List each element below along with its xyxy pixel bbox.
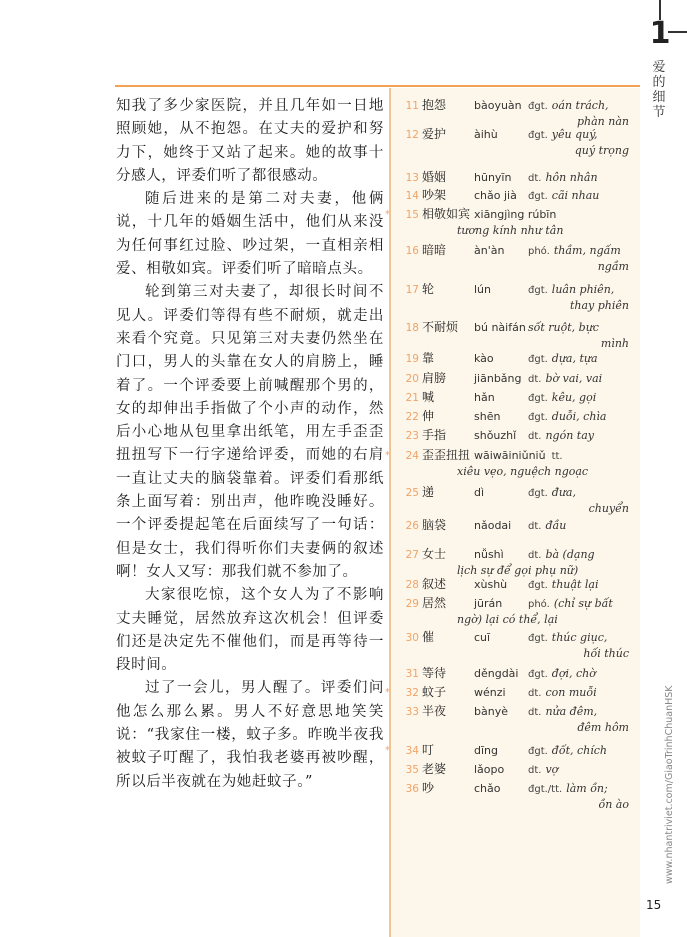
vocab-pinyin: bú nàifán: [474, 321, 526, 334]
vocab-number: [397, 352, 419, 367]
vocab-number: [397, 667, 419, 682]
vocab-entry-line: [385, 448, 637, 464]
vocab-pinyin: chǎo jià: [474, 189, 517, 202]
vocab-number-text: 36: [405, 783, 419, 795]
vocab-pinyin: xiāngjìng rúbīn: [474, 208, 557, 221]
vocab-pinyin: dì: [474, 486, 485, 499]
vocab-word: 暗暗: [422, 243, 447, 257]
vocab-entry: [397, 371, 637, 387]
vocab-number-text: 23: [405, 430, 419, 442]
star-icon: *: [385, 745, 390, 756]
vocab-word: 手指: [422, 428, 447, 442]
vocab-number-text: 13: [405, 172, 419, 184]
vocab-word: 催: [422, 630, 435, 644]
vocab-pinyin: jūrán: [474, 597, 503, 610]
vocab-meaning: sốt ruột, bực: [528, 321, 599, 334]
vocab-word: 居然: [422, 596, 447, 610]
reading-paragraph: 过了一会儿，男人醒了。评委们问他怎么那么累。男人不好意思地笑笑说：“我家住一楼，蚊子多。昨晚半夜我被蚊子叮醒了，我怕我老婆再被吵醒，所以后半夜就在为她赶蚊子。”: [116, 680, 384, 790]
vocab-part-of-speech: dt.: [528, 374, 542, 385]
vocab-meaning-continued: xiêu vẹo, nguệch ngoạc: [457, 465, 589, 478]
vocab-entry: [397, 518, 637, 534]
vocab-number-text: 15: [405, 209, 419, 221]
vocab-number-text: 24: [405, 450, 419, 462]
vocab-pinyin: shēn: [474, 410, 501, 423]
vocab-number: [385, 686, 419, 701]
vocab-entry-line: [397, 518, 637, 534]
vocab-meaning: (chỉ sự bất: [553, 597, 613, 610]
vocab-part-of-speech: đgt.: [528, 633, 548, 644]
vocab-part-of-speech: đgt.: [528, 285, 548, 296]
vocab-meaning: con muỗi: [545, 686, 597, 699]
vocab-entry: [397, 390, 637, 406]
vocab-part-of-speech: đgt./tt.: [528, 784, 563, 795]
vocab-meaning: nửa đêm,: [545, 705, 598, 718]
vocab-part-of-speech: phó.: [528, 599, 550, 610]
vocab-entry-line: [397, 596, 637, 612]
vocab-number-text: 14: [405, 190, 419, 202]
vocab-word: 女士: [422, 547, 447, 561]
vocab-meaning: thầm, ngấm: [553, 244, 621, 257]
vocab-number: [397, 410, 419, 425]
vocab-meaning-continued: ồn ào: [598, 798, 629, 811]
vocab-entry-line: [397, 666, 637, 682]
vocab-number: [397, 171, 419, 186]
vocab-number-text: 20: [405, 373, 419, 385]
vocab-number: [397, 321, 419, 336]
vocab-meaning: làm ồn;: [566, 782, 608, 795]
vocab-entry-line: [397, 547, 637, 563]
vocab-number-text: 32: [405, 687, 419, 699]
vocab-meaning: yêu quý,: [551, 128, 598, 141]
vocab-entry-line: [397, 243, 637, 259]
vocab-word: 递: [422, 485, 435, 499]
vocab-number: [397, 631, 419, 646]
vocab-part-of-speech: đgt.: [528, 746, 548, 757]
vocab-meaning: luân phiên,: [551, 283, 615, 296]
vocab-number: [397, 548, 419, 563]
vocab-word: 伸: [422, 409, 435, 423]
vocab-entry-line: [397, 282, 637, 298]
vocab-part-of-speech: đgt.: [528, 488, 548, 499]
vocab-meaning-continued: ngầm: [597, 260, 629, 273]
vocab-part-of-speech: dt.: [528, 550, 542, 561]
vocab-word: 叙述: [422, 577, 447, 591]
vocab-pinyin: shǒuzhǐ: [474, 429, 517, 442]
vocab-number: [397, 763, 419, 778]
vocab-entry: [397, 282, 637, 313]
vocab-entry-line: [397, 320, 637, 336]
vocab-word: 老婆: [422, 762, 447, 776]
vocab-word: 脑袋: [422, 518, 447, 532]
vocab-part-of-speech: đgt.: [528, 669, 548, 680]
vocab-pinyin: bànyè: [474, 705, 508, 718]
vocab-number-text: 11: [405, 100, 419, 112]
vocab-part-of-speech: dt.: [528, 521, 542, 532]
vocab-number-text: 17: [405, 284, 419, 296]
vocab-part-of-speech: đgt.: [528, 101, 548, 112]
vocab-meaning: thúc giục,: [551, 631, 608, 644]
chapter-title: 爱的细节: [652, 60, 666, 120]
vocab-pinyin: chǎo: [474, 782, 501, 795]
vocab-pinyin: xùshù: [474, 578, 508, 591]
vocab-word: 婚姻: [422, 170, 447, 184]
vocab-entry: [397, 409, 637, 425]
vocab-part-of-speech: đgt.: [528, 580, 548, 591]
vocab-meaning: dựa, tựa: [551, 352, 598, 365]
vocab-word: 肩膀: [422, 371, 447, 385]
header-rule: [115, 85, 640, 87]
vocab-entry: [397, 188, 637, 204]
vocab-meaning: đưa,: [551, 486, 576, 499]
vocab-number-text: 26: [405, 520, 419, 532]
vocab-entry-line: [397, 188, 637, 204]
vocab-meaning-continued: hối thúc: [583, 647, 629, 660]
vocab-word: 等待: [422, 666, 447, 680]
reading-text: [116, 95, 384, 794]
vocab-pinyin: wénzi: [474, 686, 506, 699]
vocab-entry: [397, 704, 637, 735]
vocab-word: 轮: [422, 282, 435, 296]
vocab-part-of-speech: đgt.: [528, 412, 548, 423]
reading-paragraph: 随后进来的是第二对夫妻，他俩说，十几年的婚姻生活中，他们从来没为任何事红过脸、吵过架，一直相亲相爱、相敬如宾。评委们听了暗暗点头。: [116, 191, 384, 278]
vocab-entry: [397, 485, 637, 516]
vocab-meaning: đầu: [545, 519, 567, 532]
vocab-number-text: 29: [405, 598, 419, 610]
vocab-number: [397, 189, 419, 204]
vocab-pinyin: cuī: [474, 631, 491, 644]
vocab-number-text: 31: [405, 668, 419, 680]
vocab-meaning: oán trách,: [551, 99, 609, 112]
vocab-entry: [397, 630, 637, 661]
publisher-url: www.nhantriviet.com/GiaoTrinhChuanHSK: [664, 685, 675, 884]
vocab-number-text: 19: [405, 353, 419, 365]
vocab-meaning: bà (dạng: [545, 548, 595, 561]
vocab-entry-line: [385, 743, 637, 759]
vocab-entry: [385, 685, 637, 701]
vocab-meaning-continued: thay phiên: [569, 299, 629, 312]
vocab-entry: [397, 320, 637, 351]
reading-paragraph: 知我了多少家医院，并且几年如一日地照顾她，从不抱怨。在丈夫的爱护和努力下，她终于又站了起来。她的故事十分感人，评委们听了都很感动。: [116, 98, 384, 184]
vocab-number-text: 27: [405, 549, 419, 561]
vocab-entry-line: [397, 409, 637, 425]
page-number: 15: [646, 898, 662, 912]
vocab-entry: [397, 666, 637, 682]
vocab-pinyin: àihù: [474, 128, 498, 141]
vocab-pinyin: wāiwāiniǔniǔ: [474, 449, 546, 462]
vocab-entry-line: [397, 127, 637, 143]
vocab-entry-line: [397, 630, 637, 646]
vocab-word: 蚊子: [422, 685, 447, 699]
vocab-entry: [397, 577, 637, 593]
vocab-entry-line: [397, 351, 637, 367]
vocab-pinyin: nǎodai: [474, 519, 512, 532]
vocab-meaning: đốt, chích: [551, 744, 607, 757]
vocab-word: 靠: [422, 351, 435, 365]
vocab-word: 喊: [422, 390, 435, 404]
vocab-pinyin: hūnyīn: [474, 171, 512, 184]
vocab-pinyin: děngdài: [474, 667, 519, 680]
vocab-word: 爱护: [422, 127, 447, 141]
vocab-entry: [385, 207, 637, 238]
vocab-number-text: 16: [405, 245, 419, 257]
vocab-entry-line: [385, 685, 637, 701]
vocab-meaning: bờ vai, vai: [545, 372, 603, 385]
vocab-number-text: 22: [405, 411, 419, 423]
vocab-number: [397, 128, 419, 143]
vocab-number: [397, 486, 419, 501]
vocab-word: 半夜: [422, 704, 447, 718]
vocab-part-of-speech: dt.: [528, 707, 542, 718]
vocab-number: [397, 578, 419, 593]
vocab-number-text: 33: [405, 706, 419, 718]
vocab-meaning: ngón tay: [545, 429, 594, 442]
vocab-meaning-continued: đêm hôm: [577, 721, 629, 734]
vocab-number: [397, 372, 419, 387]
vocab-pinyin: àn'àn: [474, 244, 505, 257]
vocab-entry: [397, 781, 637, 812]
vocab-entry-line: [397, 390, 637, 406]
vocab-number: [397, 782, 419, 797]
vocab-entry: [385, 743, 637, 759]
vocab-part-of-speech: đgt.: [528, 191, 548, 202]
star-icon: *: [385, 687, 390, 698]
vocab-number: [385, 744, 419, 759]
vocab-pinyin: lǎopo: [474, 763, 505, 776]
vocab-entry-line: [397, 428, 637, 444]
vocab-part-of-speech: dt.: [528, 173, 542, 184]
star-icon: *: [385, 209, 390, 220]
vocab-number-text: 35: [405, 764, 419, 776]
vocab-entry: [397, 428, 637, 444]
vocab-meaning: kêu, gọi: [551, 391, 597, 404]
vocab-number-text: 21: [405, 392, 419, 404]
vocab-meaning-continued: phàn nàn: [577, 115, 629, 128]
vocab-number-text: 18: [405, 322, 419, 334]
vocab-number-text: 34: [405, 745, 419, 757]
vocab-entry-line: [397, 762, 637, 778]
vocab-entry-line: [397, 170, 637, 186]
vocab-part-of-speech: đgt.: [528, 130, 548, 141]
vocab-number: [397, 391, 419, 406]
vocab-meaning-continued: tương kính như tân: [457, 224, 564, 237]
vocab-part-of-speech: tt.: [551, 451, 563, 462]
vocab-number: [385, 449, 419, 464]
vocab-pinyin: lún: [474, 283, 491, 296]
vocab-entry: [397, 170, 637, 186]
vocab-meaning: duỗi, chìa: [551, 410, 607, 423]
vocab-entry-line: [385, 207, 637, 223]
vocab-number-text: 25: [405, 487, 419, 499]
vocab-number: [397, 283, 419, 298]
vocab-meaning-continued: lịch sự để gọi phụ nữ): [457, 564, 579, 577]
vocab-number: [397, 519, 419, 534]
vocab-pinyin: hǎn: [474, 391, 495, 404]
reading-paragraph: 轮到第三对夫妻了，却很长时间不见人。评委们等得有些不耐烦，就走出来看个究竟。只见第三对夫妻仍然坐在门口，男人的头靠在女人的肩膀上，睡着了。一个评委要上前喊醒那个男的，女的却伸出手指做了个小声的动作，然后小心地从包里拿出纸笔，用左手歪歪扭扭写下一行字递给评委，而她的右肩一直让丈夫的脑袋靠着。评委们看那纸条上面写着：别出声，他昨晚没睡好。一个评委提起笔在后面续写了一句话：但是女士，我们得听你们夫妻俩的叙述啊！女人又写：那我们就不参加了。: [116, 284, 384, 580]
vocab-pinyin: bàoyuàn: [474, 99, 522, 112]
vocab-part-of-speech: đgt.: [528, 354, 548, 365]
vocab-entry: [385, 448, 637, 479]
vocab-entry: [397, 547, 637, 578]
vocab-meaning-continued: mình: [600, 337, 629, 350]
vocab-meaning: thuật lại: [551, 578, 599, 591]
vocab-number-text: 30: [405, 632, 419, 644]
vocab-meaning-continued: ngờ) lại có thể, lại: [457, 613, 558, 626]
vocab-part-of-speech: dt.: [528, 431, 542, 442]
vocab-meaning-continued: quý trọng: [574, 144, 629, 157]
vocab-number-text: 28: [405, 579, 419, 591]
vocab-number: [397, 705, 419, 720]
vocab-word: 相敬如宾: [422, 207, 471, 221]
vocab-word: 叮: [422, 743, 435, 757]
vocab-entry-line: [397, 781, 637, 797]
vocab-pinyin: dīng: [474, 744, 498, 757]
vocab-number: [385, 208, 419, 223]
vocab-number: [397, 597, 419, 612]
vocab-entry: [397, 762, 637, 778]
vocab-entry-line: [397, 371, 637, 387]
vocab-meaning: vợ: [545, 763, 559, 776]
vocab-number: [397, 429, 419, 444]
vocab-meaning-continued: chuyển: [588, 502, 629, 515]
reading-paragraph: 大家很吃惊，这个女人为了不影响丈夫睡觉，居然放弃这次机会！但评委们还是决定先不催他们，而是再等待一段时间。: [116, 587, 384, 674]
vocab-word: 吵架: [422, 188, 447, 202]
vocab-meaning: cãi nhau: [551, 189, 600, 202]
chapter-number: 1: [649, 16, 671, 51]
vocab-part-of-speech: dt.: [528, 688, 542, 699]
vocab-entry: [397, 243, 637, 274]
vocab-part-of-speech: phó.: [528, 246, 550, 257]
vocab-entry-line: [397, 577, 637, 593]
vocab-meaning: hôn nhân: [545, 171, 598, 184]
vocab-number: [397, 99, 419, 114]
vocab-pinyin: nǚshì: [474, 548, 504, 561]
vocab-pinyin: kào: [474, 352, 494, 365]
vocabulary-panel: [385, 88, 640, 937]
vocab-word: 吵: [422, 781, 435, 795]
vocab-word: 不耐烦: [422, 320, 459, 334]
vocab-entry-line: [397, 704, 637, 720]
vocab-number: [397, 244, 419, 259]
vocab-entry: [397, 596, 637, 627]
vocab-entry-line: [397, 485, 637, 501]
vocab-entry: [397, 351, 637, 367]
vocab-entry-line: [397, 98, 637, 114]
vocab-entry: [397, 98, 637, 129]
vocab-pinyin: jiānbǎng: [474, 372, 522, 385]
vocab-word: 抱怨: [422, 98, 447, 112]
star-icon: *: [385, 450, 390, 461]
vocab-meaning: đợi, chờ: [551, 667, 596, 680]
vocab-entry: [397, 127, 637, 158]
vocab-part-of-speech: dt.: [528, 765, 542, 776]
vocab-part-of-speech: đgt.: [528, 393, 548, 404]
vocab-number-text: 12: [405, 129, 419, 141]
vocab-word: 歪歪扭扭: [422, 448, 471, 462]
